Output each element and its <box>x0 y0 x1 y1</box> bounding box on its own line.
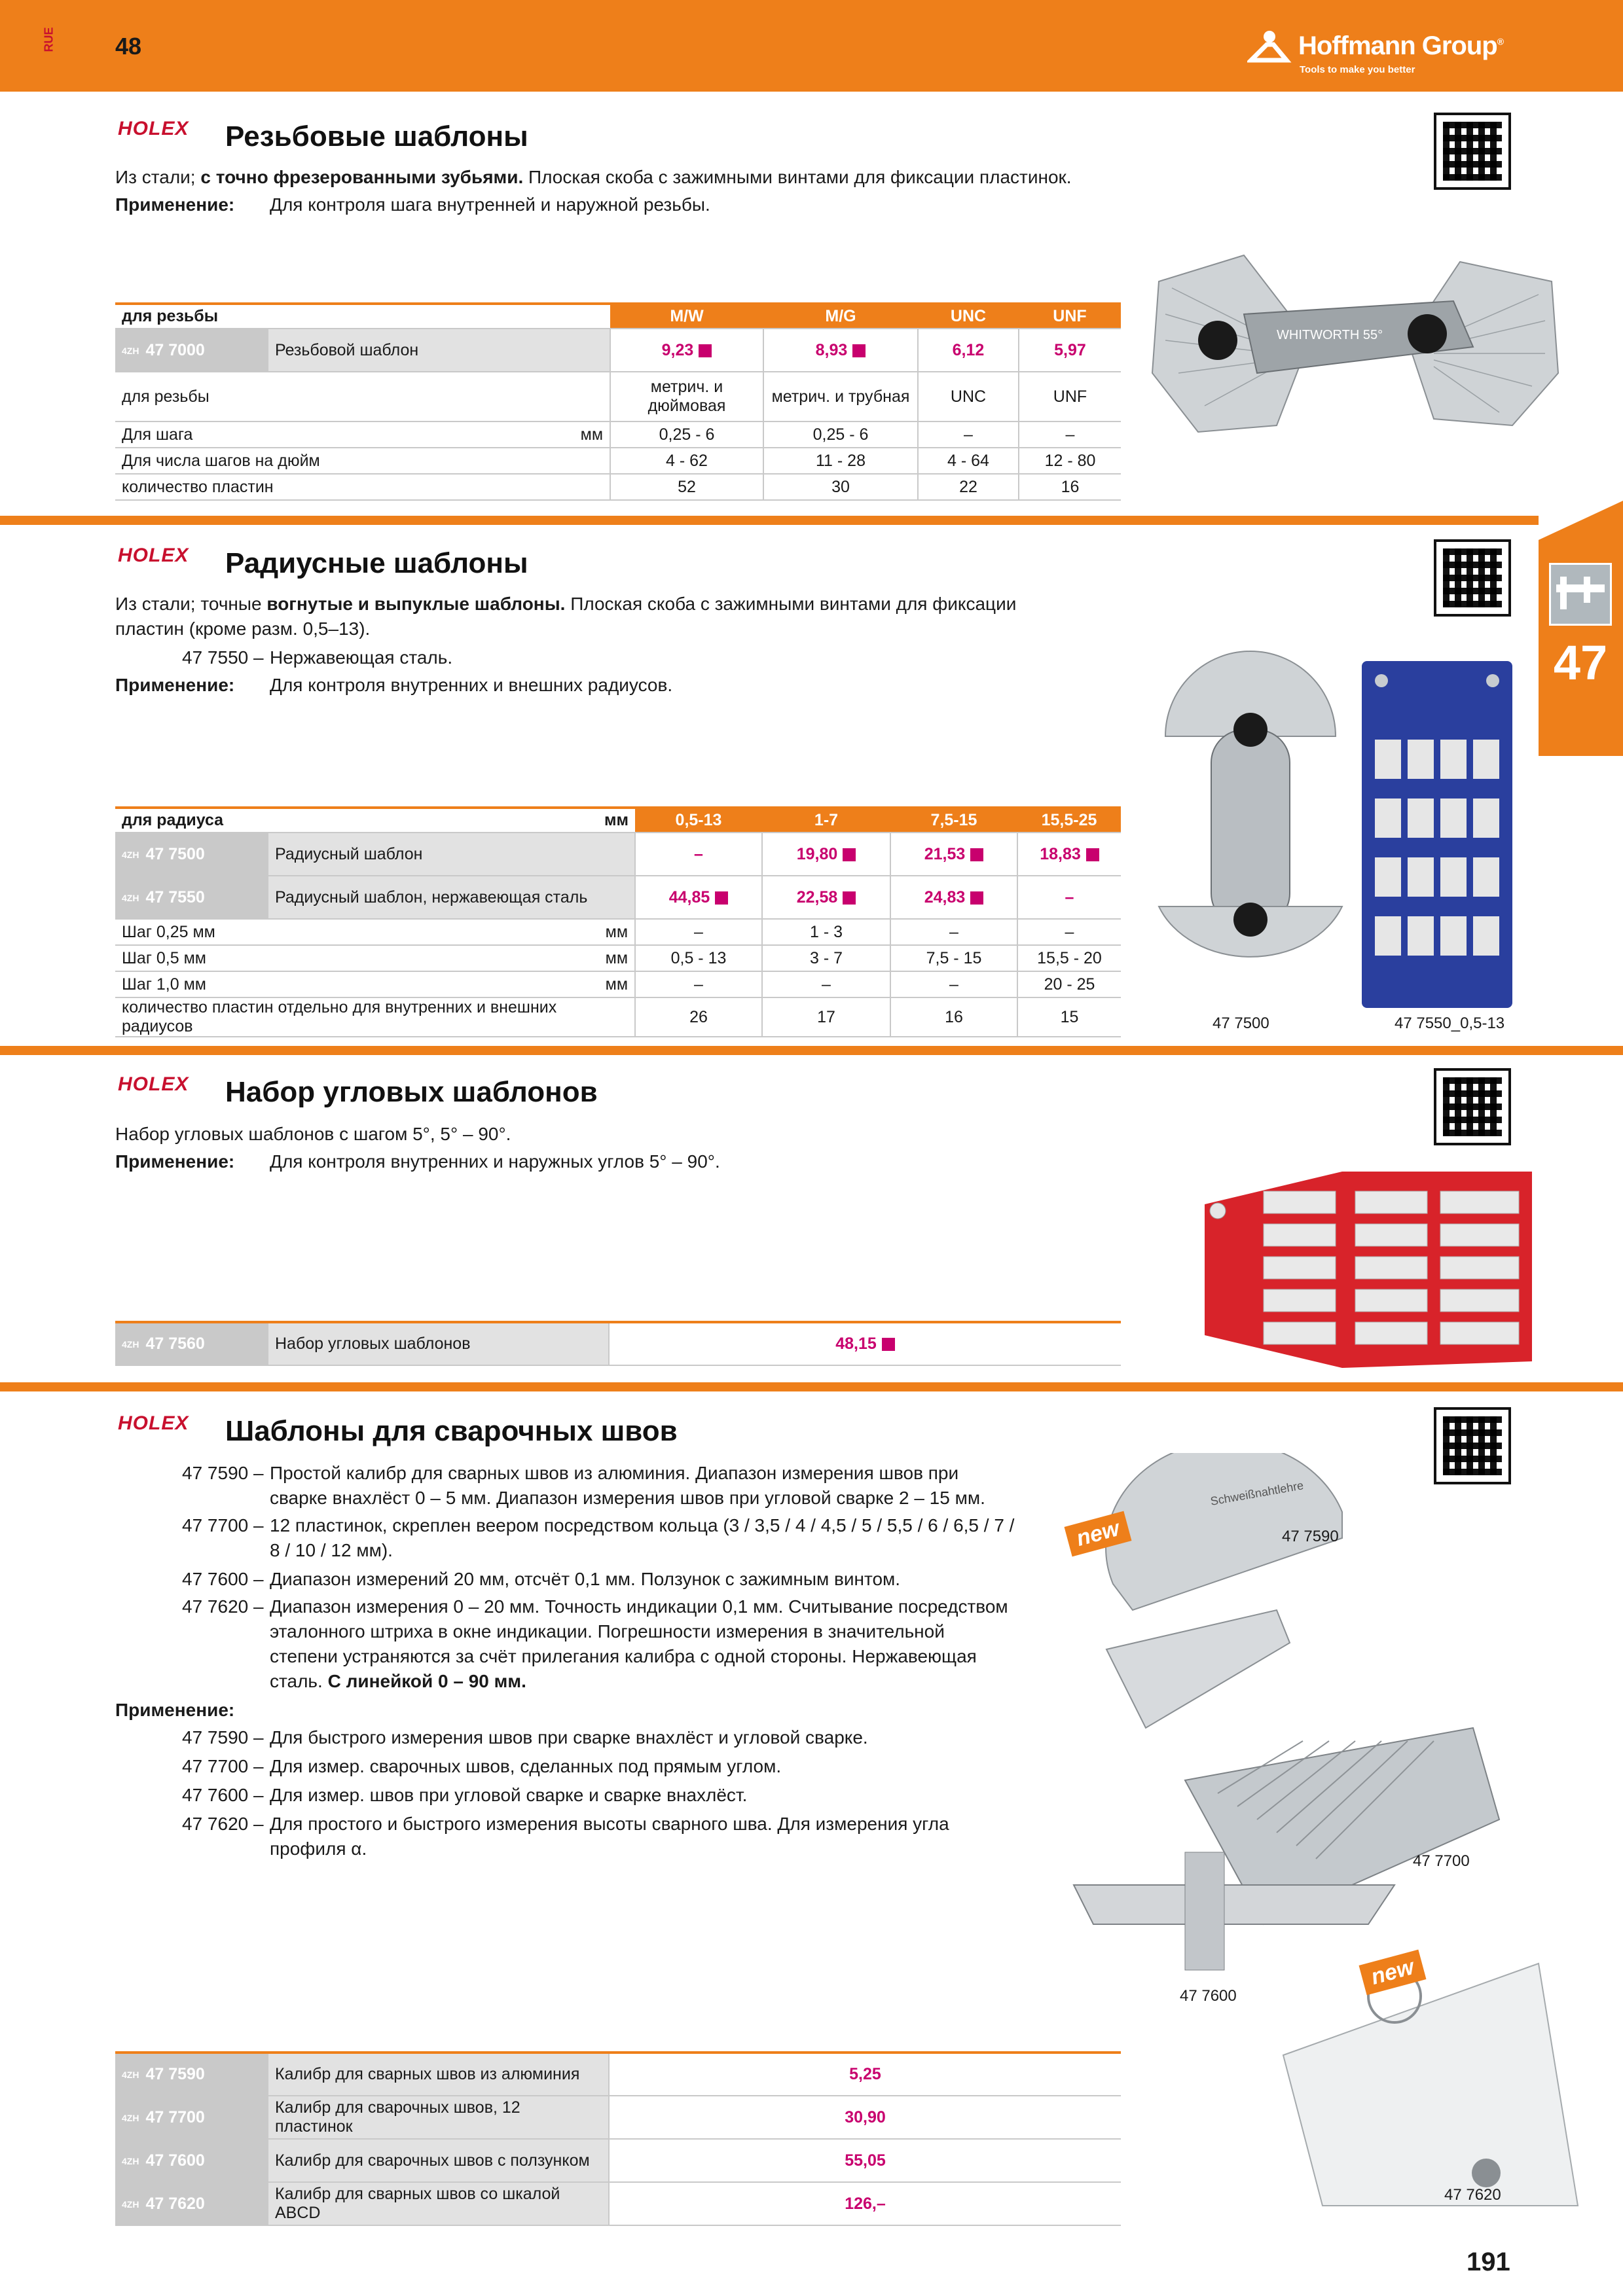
image-caption: 47 7700 <box>1413 1852 1470 1870</box>
thread-application-label: Применение: <box>115 194 235 215</box>
thread-col-mw: M/W <box>610 304 763 329</box>
price-cell[interactable]: 18,83 <box>1017 833 1121 876</box>
section-title-weld: Шаблоны для сварочных швов <box>225 1415 678 1447</box>
article-number[interactable]: 4ZH 47 7700 <box>115 2096 268 2139</box>
price-cell[interactable]: 9,23 <box>610 329 763 372</box>
weld-app-article: 47 7590 – <box>182 1727 264 1748</box>
weld-app-article: 47 7620 – <box>182 1814 264 1834</box>
price-cell[interactable]: 21,53 <box>890 833 1017 876</box>
radius-head-label: для радиуса <box>115 808 268 833</box>
cell: 17 <box>762 997 890 1037</box>
table-row <box>115 422 1121 448</box>
price-cell[interactable]: 19,80 <box>762 833 890 876</box>
price-cell[interactable]: – <box>635 833 762 876</box>
weld-item-text: 12 пластинок, скреплен веером посредством кольца (3 / 3,5 / 4 / 4,5 / 5 / 5,5 / 6 / 6,5 / 7 / 8 / 10 / 12 мм). <box>270 1515 1015 1560</box>
product-name: Резьбовой шаблон <box>268 329 610 372</box>
svg-text:Schweißnahtlehre: Schweißnahtlehre <box>1209 1479 1305 1508</box>
caliper-icon <box>1549 563 1612 626</box>
table-row <box>115 919 1121 945</box>
type-cell: метрич. и дюймовая <box>610 372 763 422</box>
type-label: для резьбы <box>115 372 610 422</box>
cell: 20 - 25 <box>1017 971 1121 997</box>
table-row[interactable] <box>115 876 1121 919</box>
article-number[interactable]: 4ZH 47 7560 <box>115 1322 268 1365</box>
weld-item-article: 47 7600 – <box>182 1569 264 1589</box>
weld-app-text: Для простого и быстрого измерения высоты сварного шва. Для измерения угла профиля α. <box>270 1814 949 1859</box>
stock-marker-icon <box>970 891 983 905</box>
cell: 1 - 3 <box>762 919 890 945</box>
table-row[interactable] <box>115 2139 1121 2182</box>
article-number[interactable]: 4ZH 47 7000 <box>115 329 268 372</box>
cell: 52 <box>610 474 763 500</box>
holex-brand-logo: HOLEX <box>118 1412 189 1434</box>
thread-col-mg: M/G <box>763 304 918 329</box>
weld-app-article: 47 7600 – <box>182 1785 264 1805</box>
weld-app-text: Для быстрого измерения швов при сварке внахлёст и угловой сварке. <box>270 1727 868 1748</box>
radius-application-label: Применение: <box>115 675 235 695</box>
weld-app-text: Для измер. швов при угловой сварке и сварке внахлёст. <box>270 1785 748 1805</box>
angle-set-pouch-image <box>1198 1165 1539 1374</box>
cell: – <box>635 919 762 945</box>
radius-col: 15,5-25 <box>1017 808 1121 833</box>
weld-product-table <box>115 2051 1121 2226</box>
weld-item-text: Диапазон измерений 20 мм, отсчёт 0,1 мм. Ползунок с зажимным винтом. <box>270 1569 901 1589</box>
page-number-left: 48 <box>115 33 142 60</box>
cell: 26 <box>635 997 762 1037</box>
table-row <box>115 304 1121 329</box>
cell: 15 <box>1017 997 1121 1037</box>
radius-col: 0,5-13 <box>635 808 762 833</box>
language-code: RUE <box>42 27 56 52</box>
section-divider <box>0 516 1539 525</box>
holex-brand-logo: HOLEX <box>118 118 189 139</box>
price-cell[interactable]: 48,15 <box>609 1322 1121 1365</box>
radius-note-text: Нержавеющая сталь. <box>270 647 453 668</box>
article-number[interactable]: 4ZH 47 7600 <box>115 2139 268 2182</box>
qr-code-icon[interactable] <box>1436 542 1508 614</box>
table-row[interactable] <box>115 2096 1121 2139</box>
thread-col-unf: UNF <box>1019 304 1121 329</box>
row-label: Шаг 0,5 мм <box>115 945 268 971</box>
row-unit: мм <box>268 422 610 448</box>
radius-col: 1-7 <box>762 808 890 833</box>
cell: 12 - 80 <box>1019 448 1121 474</box>
thread-application-text: Для контроля шага внутренней и наружной резьбы. <box>270 194 710 215</box>
cell: – <box>1017 919 1121 945</box>
thread-head-label: для резьбы <box>115 304 610 329</box>
radius-gauge-image <box>1152 638 1349 1005</box>
weld-item-text: Диапазон измерения 0 – 20 мм. Точность индикации 0,1 мм. Считывание посредством эталонного штриха в окне индикации. Погрешности измерения в значительной степени устраняются за счёт прилегания калибра с одной стороны. Нержавеющая сталь. С линейкой 0 – 90 мм. <box>270 1596 1008 1691</box>
cell: – <box>1019 422 1121 448</box>
qr-code-icon[interactable] <box>1436 115 1508 187</box>
chapter-number: 47 <box>1553 636 1608 690</box>
stock-marker-icon <box>970 848 983 861</box>
angle-product-table <box>115 1321 1121 1366</box>
product-name: Калибр для сварочных швов, 12 пластинок <box>268 2096 609 2139</box>
radius-application-text: Для контроля внутренних и внешних радиусов. <box>270 675 673 695</box>
holex-brand-logo: HOLEX <box>118 545 189 566</box>
type-cell: метрич. и трубная <box>763 372 918 422</box>
price-cell[interactable]: 6,12 <box>918 329 1019 372</box>
radius-set-pouch-image <box>1362 661 1512 1008</box>
image-caption: 47 7620 <box>1444 2186 1501 2204</box>
table-row <box>115 997 1121 1037</box>
angle-description: Набор угловых шаблонов с шагом 5°, 5° – 90°. <box>115 1124 511 1144</box>
cell: – <box>890 919 1017 945</box>
cell: 0,25 - 6 <box>610 422 763 448</box>
svg-text:WHITWORTH 55°: WHITWORTH 55° <box>1277 328 1383 342</box>
price-cell[interactable]: 24,83 <box>890 876 1017 919</box>
thread-description: Из стали; с точно фрезерованными зубьями. Плоская скоба с зажимными винтами для фиксации пластинок. <box>115 167 1072 187</box>
article-number[interactable]: 4ZH 47 7500 <box>115 833 268 876</box>
product-name: Калибр для сварочных швов с ползунком <box>268 2139 609 2182</box>
price-cell[interactable]: 5,97 <box>1019 329 1121 372</box>
price-cell[interactable]: 8,93 <box>763 329 918 372</box>
stock-marker-icon <box>715 891 728 905</box>
product-name: Радиусный шаблон, нержавеющая сталь <box>268 876 635 919</box>
hoffmann-logo-icon <box>1247 29 1292 63</box>
angle-application-label: Применение: <box>115 1151 235 1172</box>
row-label: Для шага <box>115 422 268 448</box>
image-caption: 47 7600 <box>1180 1987 1237 2005</box>
weld-app-article: 47 7700 – <box>182 1756 264 1776</box>
table-row <box>115 945 1121 971</box>
stock-marker-icon <box>852 344 866 357</box>
section-title-radius: Радиусные шаблоны <box>225 547 528 579</box>
thread-gauge-image <box>1146 242 1565 439</box>
radius-description: Из стали; точные вогнутые и выпуклые шаблоны. Плоская скоба с зажимными винтами для фиксации пластин (кроме разм. 0,5–13). <box>115 594 1017 639</box>
cell: 16 <box>1019 474 1121 500</box>
table-row[interactable] <box>115 2182 1121 2225</box>
cell: 11 - 28 <box>763 448 918 474</box>
row-label: количество пластин отдельно для внутренних и внешних радиусов <box>115 997 635 1037</box>
new-badge: new <box>1065 1511 1132 1557</box>
page-number-right: 191 <box>1467 2248 1510 2276</box>
cell: 16 <box>890 997 1017 1037</box>
table-row[interactable] <box>115 329 1121 372</box>
article-number[interactable]: 4ZH 47 7620 <box>115 2182 268 2225</box>
cell: 15,5 - 20 <box>1017 945 1121 971</box>
hoffmann-logo[interactable] <box>1247 26 1503 65</box>
table-row[interactable] <box>115 2053 1121 2096</box>
product-name: Радиусный шаблон <box>268 833 635 876</box>
type-cell: UNF <box>1019 372 1121 422</box>
radius-note-article: 47 7550 – <box>182 647 264 668</box>
price-cell[interactable]: 22,58 <box>762 876 890 919</box>
table-row <box>115 474 1121 500</box>
cell: 0,25 - 6 <box>763 422 918 448</box>
row-label: Шаг 0,25 мм <box>115 919 268 945</box>
row-label: количество пластин <box>115 474 610 500</box>
qr-code-icon[interactable] <box>1436 1071 1508 1143</box>
image-caption: 47 7590 <box>1282 1528 1339 1545</box>
thread-product-table <box>115 302 1121 501</box>
radius-col: 7,5-15 <box>890 808 1017 833</box>
cell: – <box>890 971 1017 997</box>
cell: 4 - 62 <box>610 448 763 474</box>
cell: – <box>918 422 1019 448</box>
section-title-angle: Набор угловых шаблонов <box>225 1076 598 1108</box>
logo-text: Hoffmann Group® <box>1298 31 1504 60</box>
radius-head-unit: мм <box>268 808 635 833</box>
angle-application-text: Для контроля внутренних и наружных углов 5° – 90°. <box>270 1151 720 1172</box>
stock-marker-icon <box>843 891 856 905</box>
logo-tagline: Tools to make you better <box>1300 64 1415 75</box>
price-cell[interactable]: 126,– <box>609 2182 1121 2225</box>
section-title-thread: Резьбовые шаблоны <box>225 120 528 152</box>
product-name: Калибр для сварных швов из алюминия <box>268 2053 609 2096</box>
new-badge: new <box>1359 1950 1427 1996</box>
section-divider <box>0 1046 1623 1055</box>
cell: 22 <box>918 474 1019 500</box>
thread-col-unc: UNC <box>918 304 1019 329</box>
table-row <box>115 971 1121 997</box>
cell: 7,5 - 15 <box>890 945 1017 971</box>
cell: 4 - 64 <box>918 448 1019 474</box>
weld-item-article: 47 7700 – <box>182 1515 264 1535</box>
image-caption: 47 7500 <box>1213 1014 1269 1032</box>
price-cell[interactable]: 5,25 <box>609 2053 1121 2096</box>
weld-application-label: Применение: <box>115 1700 235 1720</box>
weld-app-text: Для измер. сварочных швов, сделанных под прямым углом. <box>270 1756 782 1776</box>
stock-marker-icon <box>882 1338 895 1351</box>
table-row[interactable] <box>115 1322 1121 1365</box>
image-caption: 47 7550_0,5-13 <box>1395 1014 1505 1032</box>
radius-product-table <box>115 806 1121 1037</box>
table-row <box>115 808 1121 833</box>
row-label: Для числа шагов на дюйм <box>115 448 610 474</box>
cell: – <box>635 971 762 997</box>
chapter-tab[interactable] <box>1539 501 1623 756</box>
cell: – <box>762 971 890 997</box>
product-name: Калибр для сварных швов со шкалой ABCD <box>268 2182 609 2225</box>
price-cell[interactable]: 30,90 <box>609 2096 1121 2139</box>
row-label: Шаг 1,0 мм <box>115 971 268 997</box>
stock-marker-icon <box>699 344 712 357</box>
table-row <box>115 448 1121 474</box>
price-cell[interactable]: 55,05 <box>609 2139 1121 2182</box>
row-unit: мм <box>268 971 635 997</box>
stock-marker-icon <box>843 848 856 861</box>
product-name: Набор угловых шаблонов <box>268 1322 609 1365</box>
stock-marker-icon <box>1086 848 1099 861</box>
weld-item-article: 47 7620 – <box>182 1596 264 1617</box>
price-cell[interactable]: – <box>1017 876 1121 919</box>
row-unit: мм <box>268 945 635 971</box>
weld-item-article: 47 7590 – <box>182 1463 264 1483</box>
weld-item-text: Простой калибр для сварных швов из алюминия. Диапазон измерения швов при сварке внахлёст 0 – 5 мм. Диапазон измерения швов при угловой сварке 2 – 15 мм. <box>270 1463 985 1508</box>
type-cell: UNC <box>918 372 1019 422</box>
weld-gauges-image <box>1067 1453 1617 2219</box>
table-row <box>115 372 1121 422</box>
article-number[interactable]: 4ZH 47 7590 <box>115 2053 268 2096</box>
holex-brand-logo: HOLEX <box>118 1073 189 1095</box>
table-row[interactable] <box>115 833 1121 876</box>
cell: 0,5 - 13 <box>635 945 762 971</box>
row-unit: мм <box>268 919 635 945</box>
section-divider <box>0 1382 1623 1391</box>
price-cell[interactable]: 44,85 <box>635 876 762 919</box>
cell: 3 - 7 <box>762 945 890 971</box>
cell: 30 <box>763 474 918 500</box>
article-number[interactable]: 4ZH 47 7550 <box>115 876 268 919</box>
